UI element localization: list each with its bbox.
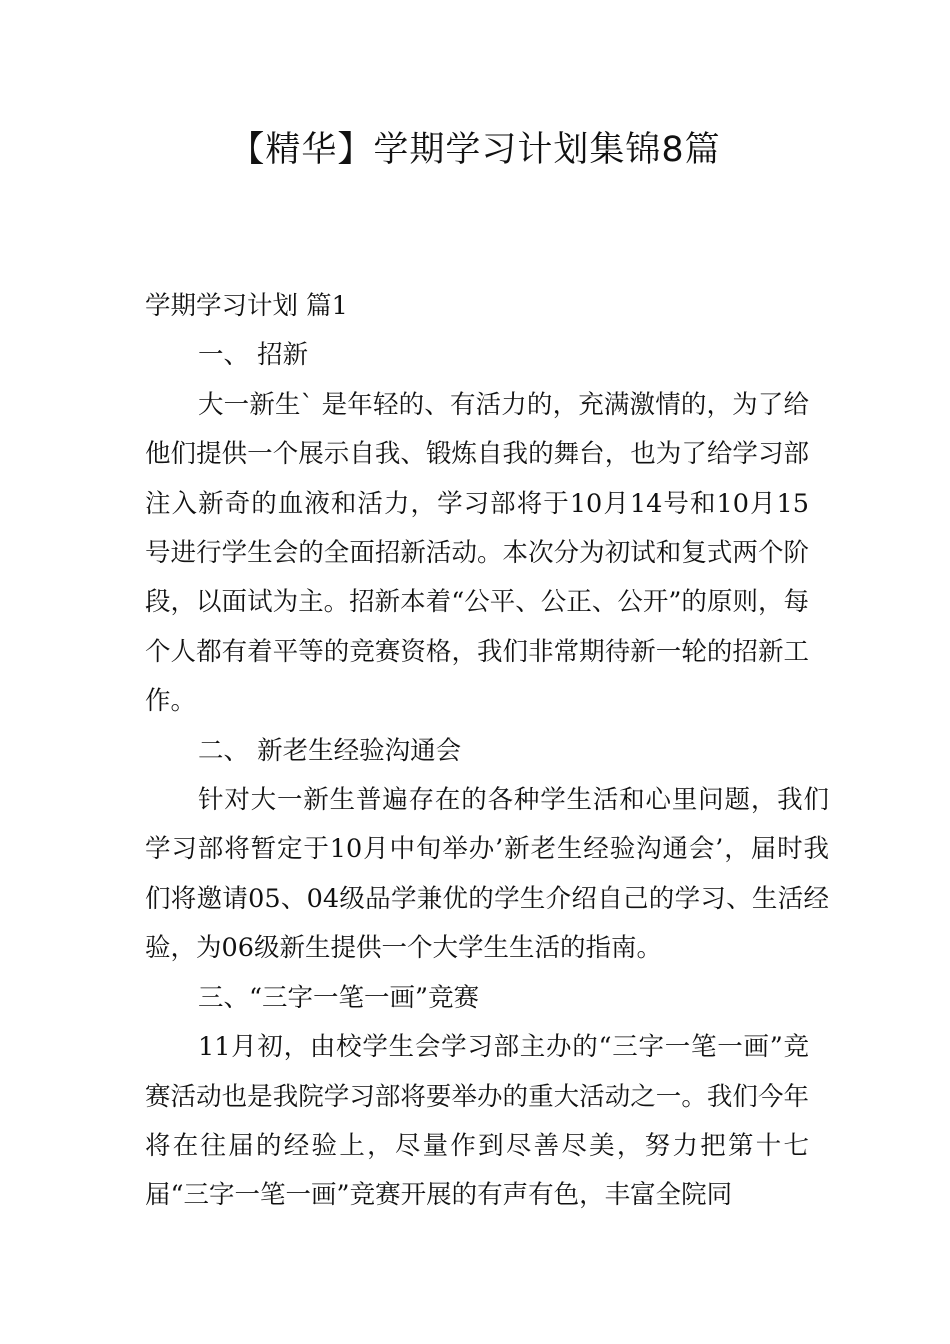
document-body xyxy=(145,282,829,1221)
document-title: 【精华】学期学习计划集锦8篇 xyxy=(229,130,721,170)
paragraph-recruitment: 大一新生` 是年轻的、有活力的，充满激情的，为了给他们提供一个展示自我、锻炼自我的舞台，也为了给学习部注入新奇的血液和活力，学习部将于10月14号和10月15号进行学生会的全面招新活动。本次分为初试和复式两个阶段，以面试为主。招新本着“公平、公正、公开”的原则，每个人都有着平等的竞赛资格，我们非常期待新一轮的招新工作。 xyxy=(145,389,809,717)
section-heading: 学期学习计划 篇1 xyxy=(145,291,348,321)
heading-recruitment: 一、 招新 xyxy=(198,340,309,371)
heading-experience-meeting: 二、 新老生经验沟通会 xyxy=(198,735,462,766)
heading-competition: 三、“三字一笔一画”竞赛 xyxy=(198,982,480,1013)
paragraph-competition: 11月初，由校学生会学习部主办的“三字一笔一画”竞赛活动也是我院学习部将要举办的重大活动之一。我们今年将在往届的经验上，尽量作到尽善尽美，努力把第十七届“三字一笔一画”竞赛开展的有声有色，丰富全院同 xyxy=(145,1032,809,1211)
paragraph-experience-meeting: 针对大一新生普遍存在的各种学生活和心里问题，我们学习部将暂定于10月中旬举办’新老生经验沟通会’，届时我们将邀请05、04级品学兼优的学生介绍自己的学习、生活经验，为06级新生提供一个大学生生活的指南。 xyxy=(145,785,829,964)
